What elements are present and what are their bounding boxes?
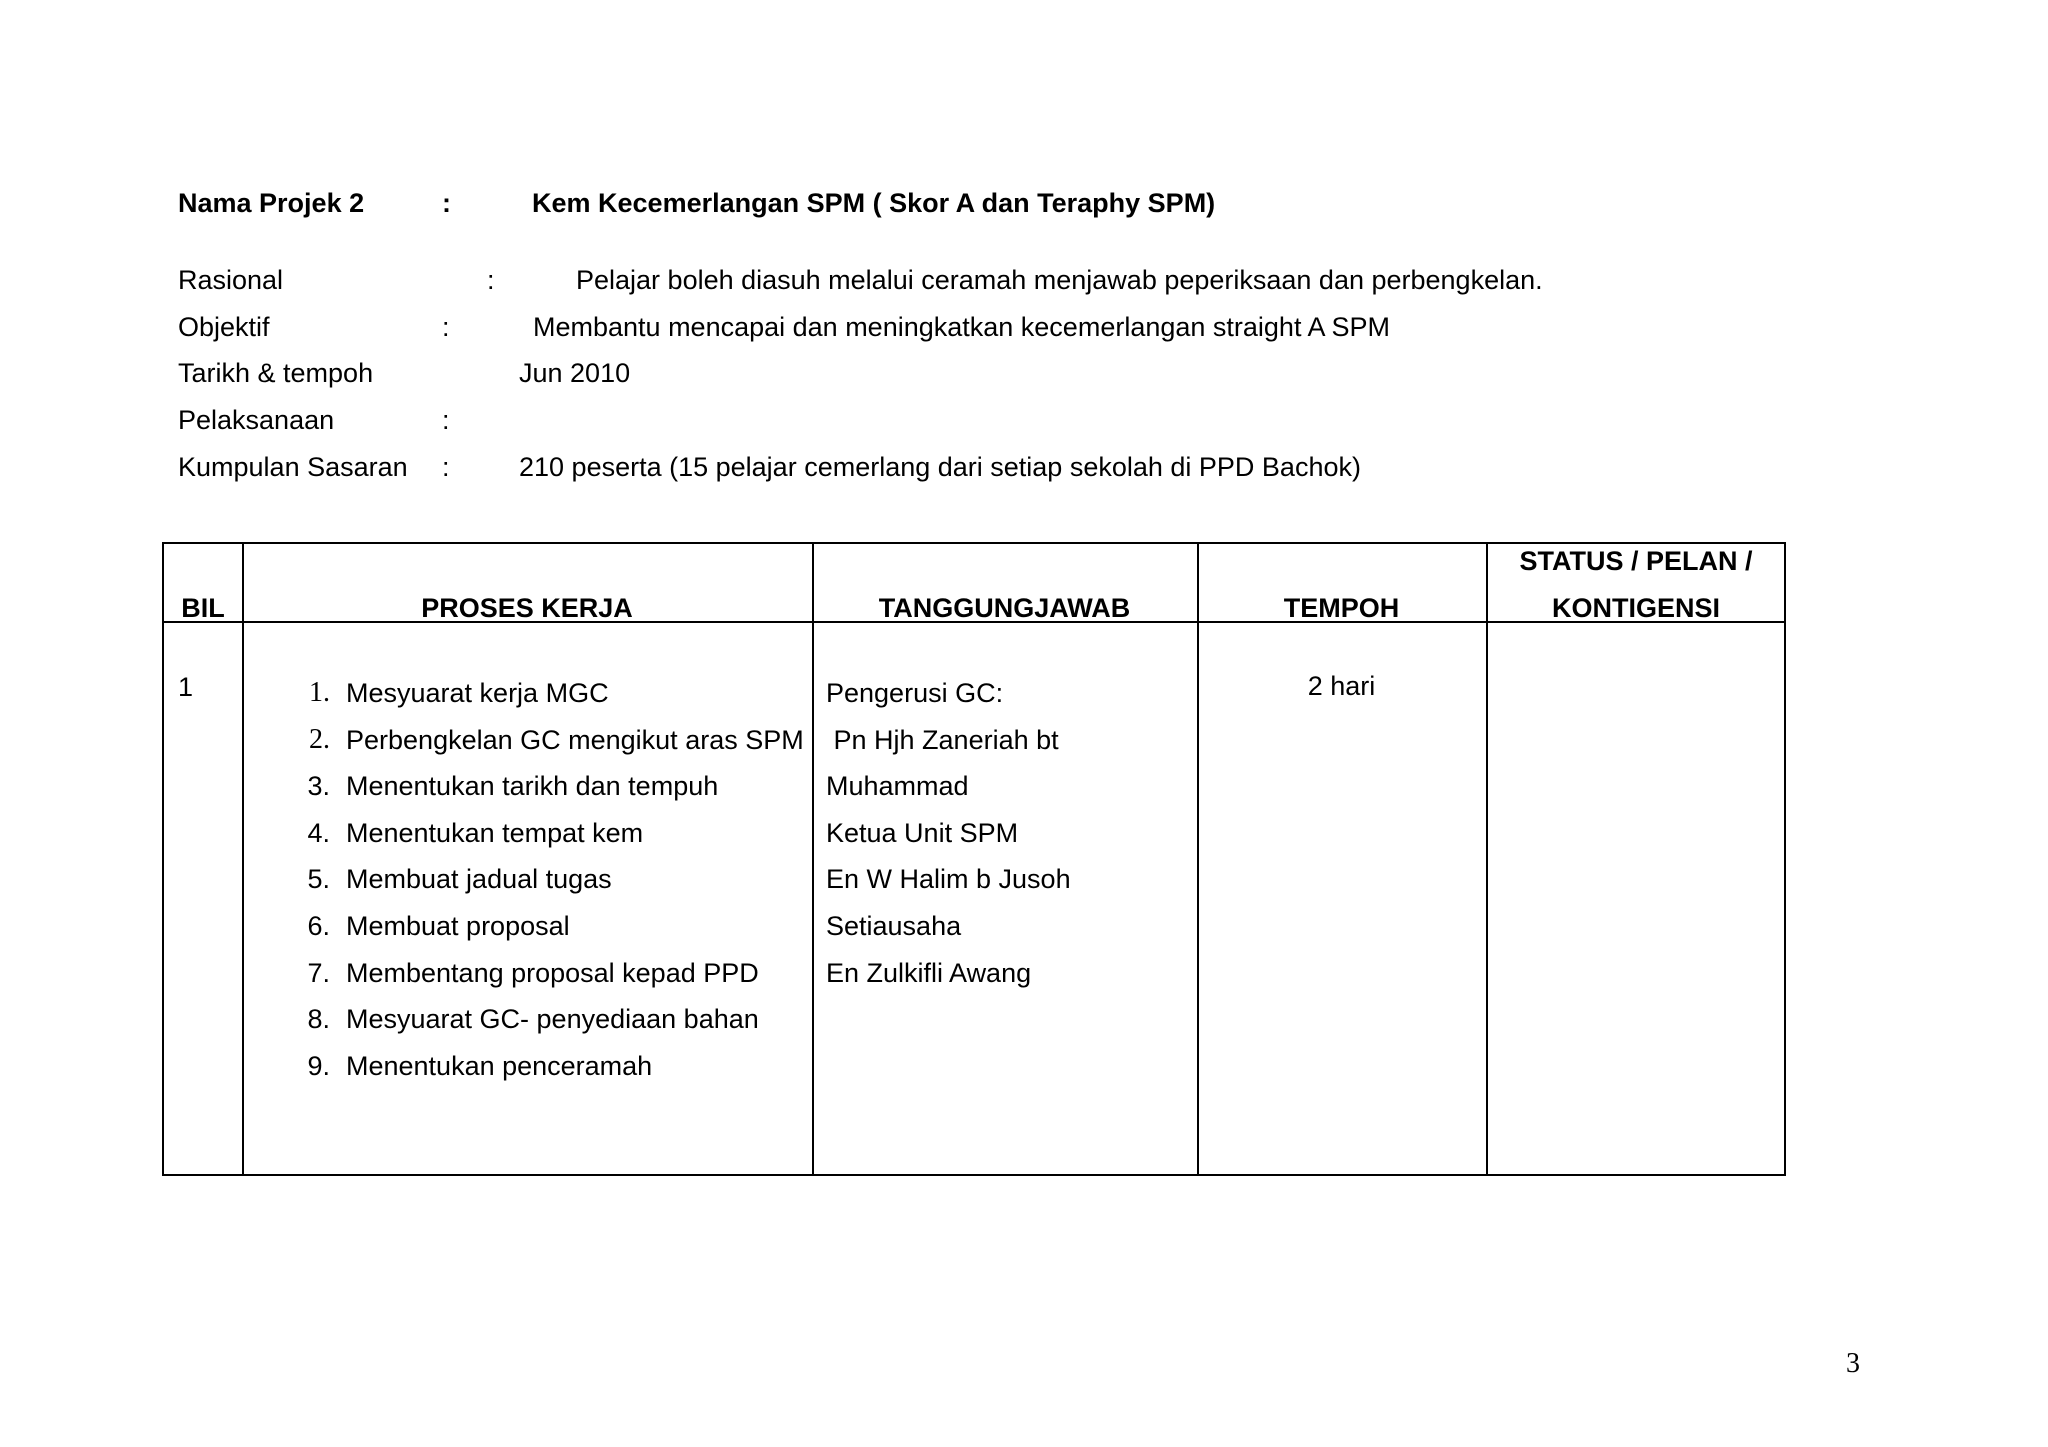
responsible-line: Pn Hjh Zaneriah bt	[826, 724, 1059, 755]
tempoh-value: 2 hari	[1307, 671, 1376, 701]
list-item	[290, 903, 816, 950]
list-number: 5.	[307, 864, 330, 895]
responsible-line: En Zulkifli Awang	[826, 957, 1032, 988]
rasional-value: Pelajar boleh diasuh melalui ceramah menjawab peperiksaan dan perbengkelan.	[576, 265, 1543, 295]
list-item-text: Menentukan tarikh dan tempuh	[346, 771, 719, 802]
project-colon: :	[442, 188, 451, 218]
header-status-line1: STATUS / PELAN /	[1519, 546, 1753, 576]
header-bil: BIL	[181, 593, 225, 623]
row-bil: 1	[178, 672, 194, 702]
responsible-line: Muhammad	[826, 771, 969, 802]
header-proses-kerja: PROSES KERJA	[421, 593, 633, 623]
project-title: Kem Kecemerlangan SPM ( Skor A dan Teraphy SPM)	[532, 188, 1216, 218]
responsible-line: En W Halim b Jusoh	[826, 864, 1071, 895]
responsible-line: Pengerusi GC:	[826, 678, 1004, 708]
list-item	[290, 717, 816, 764]
responsible-line: Ketua Unit SPM	[826, 817, 1019, 848]
sasaran-colon: :	[442, 452, 450, 482]
list-number: 8.	[307, 1004, 330, 1035]
responsible-line: Setiausaha	[826, 910, 962, 941]
list-item-text: Perbengkelan GC mengikut aras SPM	[346, 724, 804, 755]
project-label: Nama Projek 2	[178, 188, 365, 218]
list-item-text: Membentang proposal kepad PPD	[346, 957, 759, 988]
list-number: 4.	[307, 817, 330, 848]
header-status-line2: KONTIGENSI	[1551, 593, 1720, 623]
list-number: 7.	[307, 957, 330, 988]
list-item	[290, 1043, 816, 1090]
pelaksanaan-colon: :	[442, 405, 450, 435]
list-item-text: Membuat jadual tugas	[346, 864, 612, 895]
list-item	[290, 950, 816, 997]
list-number: 9.	[307, 1050, 330, 1081]
list-item-text: Mesyuarat kerja MGC	[346, 678, 609, 708]
list-number: 1.	[309, 677, 330, 708]
list-item	[290, 763, 816, 810]
list-item	[290, 996, 816, 1043]
list-item-text: Mesyuarat GC- penyediaan bahan	[346, 1004, 759, 1035]
list-item-text: Membuat proposal	[346, 910, 570, 941]
proses-kerja-list	[290, 670, 816, 1089]
list-number: 3.	[307, 771, 330, 802]
list-item-text: Menentukan penceramah	[346, 1050, 653, 1081]
tarikh-label: Tarikh & tempoh	[178, 358, 374, 388]
objektif-colon: :	[442, 312, 450, 342]
column-divider	[242, 544, 244, 1174]
list-item	[290, 670, 816, 717]
column-divider	[1486, 544, 1488, 1174]
list-item	[290, 856, 816, 903]
rasional-colon: :	[487, 265, 495, 295]
header-tanggungjawab: TANGGUNGJAWAB	[878, 593, 1131, 623]
objektif-label: Objektif	[178, 312, 270, 342]
pelaksanaan-label: Pelaksanaan	[178, 405, 335, 435]
tarikh-value: Jun 2010	[519, 358, 631, 388]
page-number: 3	[1846, 1348, 1860, 1379]
sasaran-value: 210 peserta (15 pelajar cemerlang dari setiap sekolah di PPD Bachok)	[519, 452, 1361, 482]
rasional-label: Rasional	[178, 265, 284, 295]
sasaran-label: Kumpulan Sasaran	[178, 452, 408, 482]
header-tempoh: TEMPOH	[1283, 593, 1400, 623]
list-number: 2.	[309, 723, 330, 755]
list-item	[290, 810, 816, 857]
tanggungjawab-cell	[826, 670, 1071, 996]
objektif-value: Membantu mencapai dan meningkatkan kecemerlangan straight A SPM	[533, 312, 1390, 342]
column-divider	[1197, 544, 1199, 1174]
list-number: 6.	[307, 910, 330, 941]
list-item-text: Menentukan tempat kem	[346, 817, 644, 848]
